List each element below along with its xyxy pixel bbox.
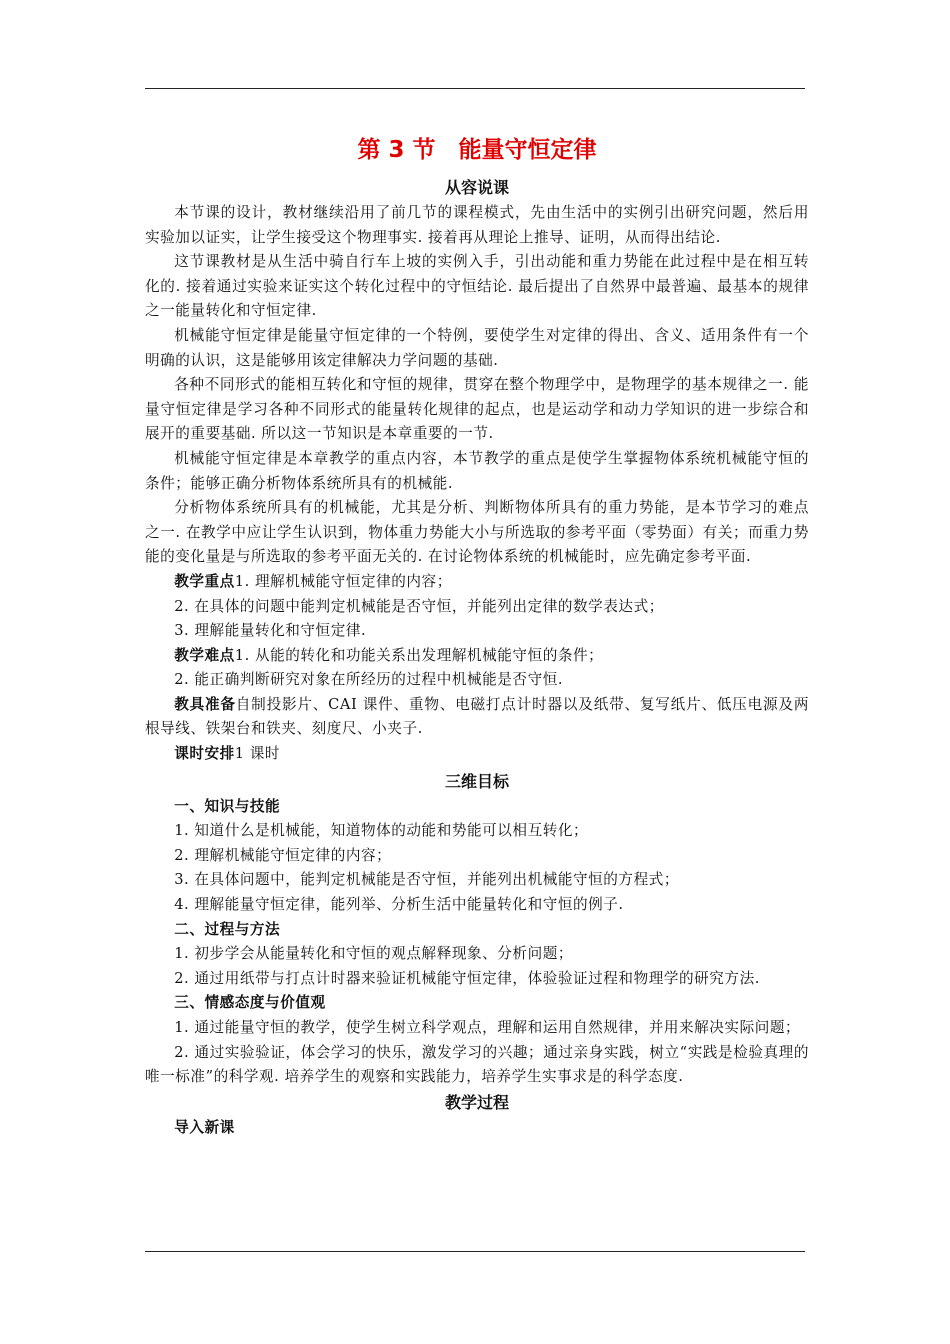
key-point-item: 1. 理解机械能守恒定律的内容； bbox=[234, 572, 452, 590]
subsection-title: 三、情感态度与价值观 bbox=[174, 994, 326, 1012]
subsection-title: 导入新课 bbox=[174, 1118, 235, 1136]
objective-item: 1. 通过能量守恒的教学，使学生树立科学观点，理解和运用自然规律，并用来解决实际问题； bbox=[174, 1019, 801, 1036]
key-point-item: 3. 理解能量转化和守恒定律. bbox=[174, 622, 367, 640]
objective-item: 1. 初步学会从能量转化和守恒的观点解释现象、分析问题； bbox=[174, 945, 573, 963]
difficulty-item: 2. 能正确判断研究对象在所经历的过程中机械能是否守恒. bbox=[174, 671, 564, 689]
objective-item: 4. 理解能量守恒定律，能列举、分析生活中能量转化和守恒的例子. bbox=[174, 896, 624, 914]
key-points-line bbox=[145, 570, 809, 595]
paragraph: 机械能守恒定律是能量守恒定律的一个特例，要使学生对定律的得出、含义、适用条件有一个明确的认识，这是能够用该定律解决力学问题的基础. bbox=[145, 326, 809, 369]
difficulties-line bbox=[145, 644, 809, 669]
schedule-line bbox=[145, 742, 809, 767]
subsection-title: 一、知识与技能 bbox=[174, 797, 281, 815]
objective-item: 2. 通过实验验证，体会学习的快乐，激发学习的兴趣；通过亲身实践，树立“实践是检验真理的唯一标准”的科学观. 培养学生的观察和实践能力，培养学生实事求是的科学态度. bbox=[145, 1043, 809, 1086]
document-body bbox=[145, 128, 809, 1140]
objective-item: 1. 知道什么是机械能，知道物体的动能和势能可以相互转化； bbox=[174, 822, 589, 840]
paragraph: 本节课的设计，教材继续沿用了前几节的课程模式，先由生活中的实例引出研究问题，然后用实验加以证实，让学生接受这个物理事实. 接着再从理论上推导、证明，从而得出结论. bbox=[145, 204, 809, 246]
tools-text: 自制投影片、CAI 课件、重物、电磁打点计时器以及纸带、复写纸片、低压电源及两根导线、铁架台和铁夹、刻度尺、小夹子. bbox=[145, 695, 810, 738]
difficulty-item: 1. 从能的转化和功能关系出发理解机械能守恒的条件； bbox=[234, 646, 604, 664]
section-heading-intro: 从容说课 bbox=[444, 178, 509, 197]
header-rule bbox=[145, 88, 805, 89]
objective-item: 2. 理解机械能守恒定律的内容； bbox=[174, 846, 392, 864]
schedule-text: 1 课时 bbox=[234, 745, 281, 763]
subsection-title: 二、过程与方法 bbox=[174, 920, 281, 938]
page-title: 第 3 节 能量守恒定律 bbox=[357, 137, 597, 163]
footer-rule bbox=[145, 1251, 805, 1252]
paragraph: 机械能守恒定律是本章教学的重点内容，本节教学的重点是使学生掌握物体系统机械能守恒的条件；能够正确分析物体系统所具有的机械能. bbox=[145, 449, 809, 492]
paragraph: 这节课教材是从生活中骑自行车上坡的实例入手，引出动能和重力势能在此过程中是在相互转化的. 接着通过实验来证实这个转化过程中的守恒结论. 最后提出了自然界中最普遍、最基本的规律之一能量转化和守恒定律. bbox=[145, 253, 809, 320]
key-point-item: 2. 在具体的问题中能判定机械能是否守恒，并能列出定律的数学表达式； bbox=[174, 597, 664, 615]
section-heading-objectives: 三维目标 bbox=[444, 771, 509, 791]
objective-item: 3. 在具体问题中，能判定机械能是否守恒，并能列出机械能守恒的方程式； bbox=[174, 871, 680, 889]
tools-line bbox=[145, 693, 809, 742]
paragraph: 各种不同形式的能相互转化和守恒的规律，贯穿在整个物理学中，是物理学的基本规律之一. 能量守恒定律是学习各种不同形式的能量转化规律的起点，也是运动学和动力学知识的进一步综合和展开的重要基础. 所以这一节知识是本章重要的一节. bbox=[145, 376, 809, 443]
key-points-label: 教学重点 bbox=[174, 572, 235, 590]
objective-item: 2. 通过用纸带与打点计时器来验证机械能守恒定律，体验验证过程和物理学的研究方法. bbox=[174, 969, 760, 987]
paragraph: 分析物体系统所具有的机械能，尤其是分析、判断物体所具有的重力势能，是本节学习的难点之一. 在教学中应让学生认识到，物体重力势能大小与所选取的参考平面（零势面）有关；而重力势能的变化量是与所选取的参考平面无关的. 在讨论物体系统的机械能时，应先确定参考平面. bbox=[145, 499, 809, 566]
section-heading-process: 教学过程 bbox=[444, 1092, 509, 1112]
tools-label: 教具准备 bbox=[174, 695, 236, 713]
schedule-label: 课时安排 bbox=[174, 745, 235, 763]
difficulties-label: 教学难点 bbox=[174, 646, 235, 664]
